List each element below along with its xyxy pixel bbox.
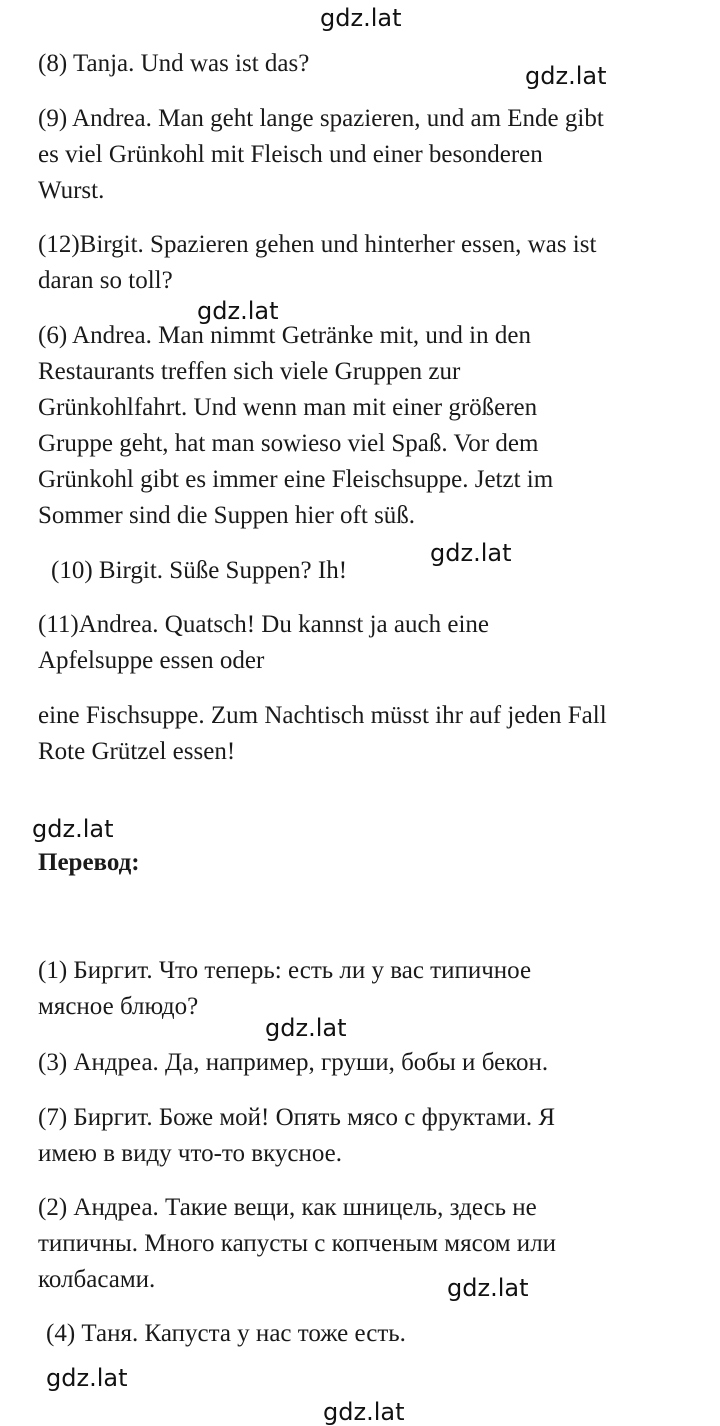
text-line: (1) Биргит. Что теперь: есть ли у вас типичное xyxy=(38,957,532,984)
text-line: Rote Grützel essen! xyxy=(38,738,236,765)
watermark: gdz.lat xyxy=(447,1274,529,1302)
watermark: gdz.lat xyxy=(46,1364,128,1392)
watermark: gdz.lat xyxy=(323,1398,405,1426)
russian-paragraph xyxy=(38,1045,548,1081)
watermark: gdz.lat xyxy=(265,1014,347,1042)
german-paragraph xyxy=(38,46,309,82)
german-paragraph xyxy=(38,607,489,679)
text-line: мясное блюдо? xyxy=(38,993,199,1020)
german-paragraph xyxy=(38,101,604,209)
text-line: колбасами. xyxy=(38,1266,156,1293)
german-paragraph xyxy=(51,553,347,589)
watermark: gdz.lat xyxy=(525,62,607,90)
text-line: Grünkohl gibt es immer eine Fleischsuppe. Jetzt im xyxy=(38,466,554,493)
text-line: Grünkohlfahrt. Und wenn man mit einer größeren xyxy=(38,394,538,421)
text-line: Restaurants treffen sich viele Gruppen zur xyxy=(38,358,461,385)
text-line: (8) Tanja. Und was ist das? xyxy=(38,50,310,77)
german-paragraph xyxy=(38,227,596,299)
russian-paragraph xyxy=(38,953,531,1025)
watermark: gdz.lat xyxy=(197,297,279,325)
text-line: имею в виду что-то вкусное. xyxy=(38,1140,342,1167)
text-line: (12)Birgit. Spazieren gehen und hinterher essen, was ist xyxy=(38,231,597,258)
russian-paragraph xyxy=(46,1316,406,1352)
text-line: (3) Андреа. Да, например, груши, бобы и бекон. xyxy=(38,1049,549,1076)
text-line: (11)Andrea. Quatsch! Du kannst ja auch eine xyxy=(38,611,489,638)
german-paragraph xyxy=(38,318,553,534)
text-line: (6) Andrea. Man nimmt Getränke mit, und in den xyxy=(38,322,531,349)
text-line: Gruppe geht, hat man sowieso viel Spaß. Vor dem xyxy=(38,430,539,457)
german-paragraph xyxy=(38,698,607,770)
text-line: типичны. Много капусты с копченым мясом или xyxy=(38,1230,557,1257)
text-line: Sommer sind die Suppen hier oft süß. xyxy=(38,502,416,529)
russian-paragraph xyxy=(38,1100,555,1172)
text-line: (10) Birgit. Süße Suppen? Ih! xyxy=(51,557,348,584)
text-line: Apfelsuppe essen oder xyxy=(38,647,265,674)
text-line: eine Fischsuppe. Zum Nachtisch müsst ihr auf jeden Fall xyxy=(38,702,607,729)
text-line: (4) Таня. Капуста у нас тоже есть. xyxy=(46,1320,406,1347)
watermark: gdz.lat xyxy=(430,539,512,567)
text-line: (2) Андреа. Такие вещи, как шницель, здесь не xyxy=(38,1194,537,1221)
watermark: gdz.lat xyxy=(320,4,402,32)
translation-heading: Перевод: xyxy=(38,849,140,876)
text-line: daran so toll? xyxy=(38,267,173,294)
text-line: (7) Биргит. Боже мой! Опять мясо с фруктами. Я xyxy=(38,1104,556,1131)
watermark: gdz.lat xyxy=(32,815,114,843)
text-line: Wurst. xyxy=(38,177,105,204)
text-line: es viel Grünkohl mit Fleisch und einer besonderen xyxy=(38,141,543,168)
russian-paragraph xyxy=(38,1190,556,1298)
text-line: (9) Andrea. Man geht lange spazieren, und am Ende gibt xyxy=(38,105,604,132)
